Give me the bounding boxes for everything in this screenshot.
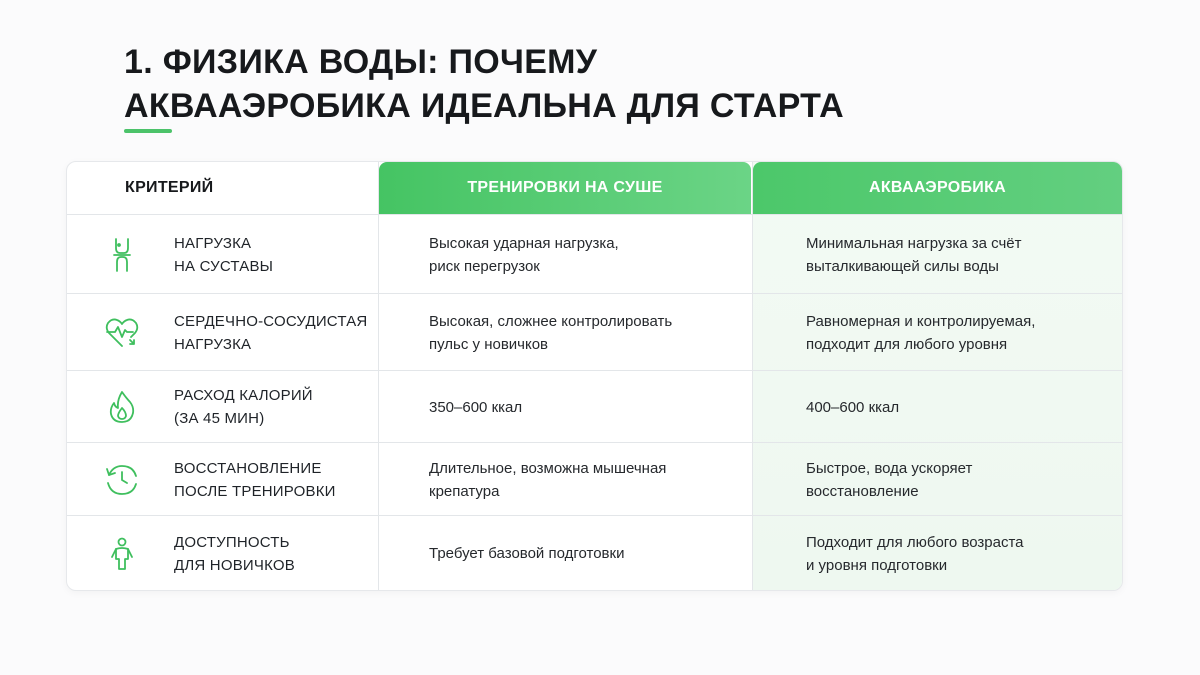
aqua-value: Быстрое, вода ускоряет восстановление (806, 459, 973, 500)
aqua-cell (806, 371, 1116, 443)
aqua-cell (806, 215, 1116, 294)
header-aqua-aerobics: АКВААЭРОБИКА (753, 162, 1122, 214)
table-header (67, 162, 1122, 214)
land-cell (429, 294, 749, 371)
aqua-value: 400–600 ккал (806, 398, 900, 416)
table-row (67, 214, 1122, 294)
table-row (67, 293, 1122, 371)
header-criterion: КРИТЕРИЙ (125, 179, 214, 196)
criterion-cell (67, 516, 377, 591)
heart-pulse-icon (103, 314, 141, 352)
aqua-cell (806, 516, 1116, 591)
criterion-label: СЕРДЕЧНО-СОСУДИСТАЯ НАГРУЗКА (174, 312, 368, 353)
land-value: Длительное, возможна мышечная крепатура (429, 459, 667, 500)
flame-icon (103, 388, 141, 426)
aqua-value: Минимальная нагрузка за счёт выталкивающей силы воды (806, 234, 1022, 275)
land-value: Высокая, сложнее контролировать пульс у новичков (429, 312, 673, 353)
criterion-label: РАСХОД КАЛОРИЙ (ЗА 45 МИН) (174, 387, 313, 427)
table-row (67, 442, 1122, 516)
land-value: 350–600 ккал (429, 398, 523, 416)
criterion-cell (67, 371, 377, 443)
aqua-cell (806, 294, 1116, 371)
aqua-value: Подходит для любого возраста и уровня подготовки (806, 533, 1024, 574)
comparison-table (66, 161, 1123, 591)
title-line-1: 1. ФИЗИКА ВОДЫ: ПОЧЕМУ (124, 43, 598, 81)
criterion-cell (67, 294, 377, 371)
page-title (124, 40, 844, 128)
criterion-cell (67, 215, 377, 294)
criterion-label: ВОССТАНОВЛЕНИЕ ПОСЛЕ ТРЕНИРОВКИ (174, 459, 336, 500)
aqua-value: Равномерная и контролируемая, подходит для любого уровня (806, 312, 1036, 353)
criterion-label: НАГРУЗКА НА СУСТАВЫ (174, 234, 274, 275)
land-value: Высокая ударная нагрузка, риск перегрузок (429, 234, 619, 275)
title-accent-bar (124, 129, 172, 133)
land-cell (429, 443, 749, 516)
table-row (67, 515, 1122, 591)
joint-icon (103, 236, 141, 274)
land-value: Требует базовой подготовки (429, 545, 625, 562)
clock-refresh-icon (103, 461, 141, 499)
criterion-cell (67, 443, 377, 516)
table-row (67, 370, 1122, 443)
criterion-label: ДОСТУПНОСТЬ ДЛЯ НОВИЧКОВ (174, 533, 295, 574)
land-cell (429, 516, 749, 591)
land-cell (429, 215, 749, 294)
aqua-cell (806, 443, 1116, 516)
title-line-2: АКВААЭРОБИКА ИДЕАЛЬНА ДЛЯ СТАРТА (124, 87, 844, 125)
person-icon (103, 535, 141, 573)
header-land-training: ТРЕНИРОВКИ НА СУШЕ (379, 162, 751, 214)
land-cell (429, 371, 749, 443)
